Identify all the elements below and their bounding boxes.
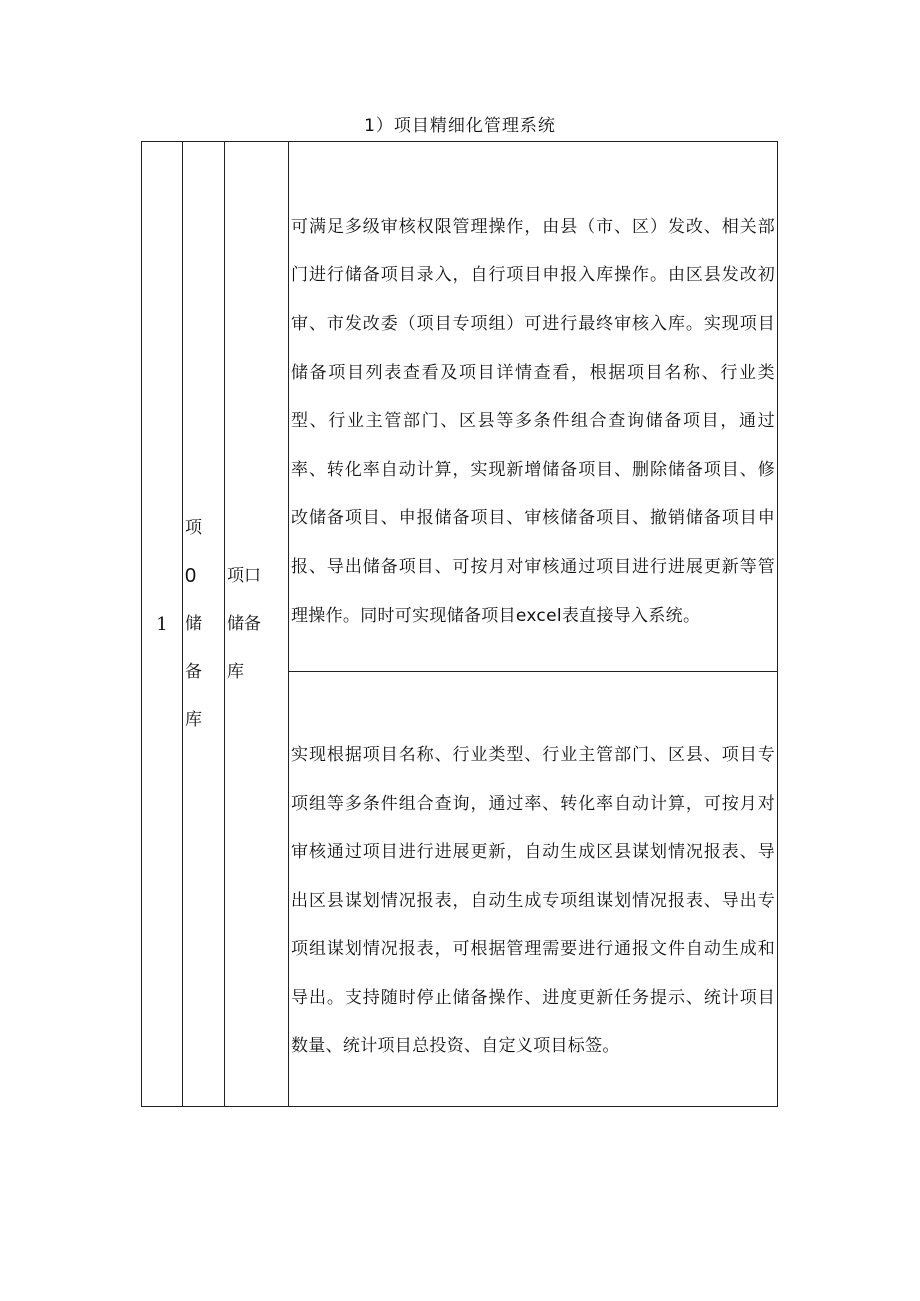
- category-char: 备: [185, 662, 202, 682]
- row-number: 1: [156, 613, 168, 635]
- category-char: 0: [185, 565, 197, 587]
- description-cell: [289, 142, 778, 672]
- category-char: 储: [185, 614, 202, 634]
- description-text: 可满足多级审核权限管理操作，由县（市、区）发改、相关部门进行储备项目录入，自行项目申报入库操作。由区县发改初审、市发改委（项目专项组）可进行最终审核入库。实现项目储备项目列表查看及项目详情查看，根据项目名称、行业类型、行业主管部门、区县等多条件组合查询储备项目，通过率、转化率自动计算，实现新增储备项目、删除储备项目、修改储备项目、申报储备项目、审核储备项目、撤销储备项目申报、导出储备项目、可按月对审核通过项目进行进展更新等管理操作。同时可实现储备项目excel表直接导入系统。: [291, 216, 775, 626]
- subcategory-cell: [225, 142, 289, 1107]
- description-cell: [289, 672, 778, 1107]
- category-cell: [183, 142, 225, 1107]
- subcategory-line: 储备: [227, 614, 261, 634]
- category-char: 项: [185, 518, 202, 538]
- category-char: 库: [185, 710, 202, 730]
- row-number-cell: [142, 142, 183, 1107]
- section-title: 1）项目精细化管理系统: [364, 116, 556, 136]
- table-row: [142, 142, 778, 672]
- feature-table: [141, 141, 778, 1107]
- description-text: 实现根据项目名称、行业类型、行业主管部门、区县、项目专项组等多条件组合查询，通过率、转化率自动计算，可按月对审核通过项目进行进展更新，自动生成区县谋划情况报表、导出区县谋划情况报表，自动生成专项组谋划情况报表、导出专项组谋划情况报表，可根据管理需要进行通报文件自动生成和导出。支持随时停止储备操作、进度更新任务提示、统计项目数量、统计项目总投资、自定义项目标签。: [291, 744, 775, 1057]
- subcategory-line: 库: [227, 662, 244, 682]
- subcategory-line: 项口: [227, 566, 261, 586]
